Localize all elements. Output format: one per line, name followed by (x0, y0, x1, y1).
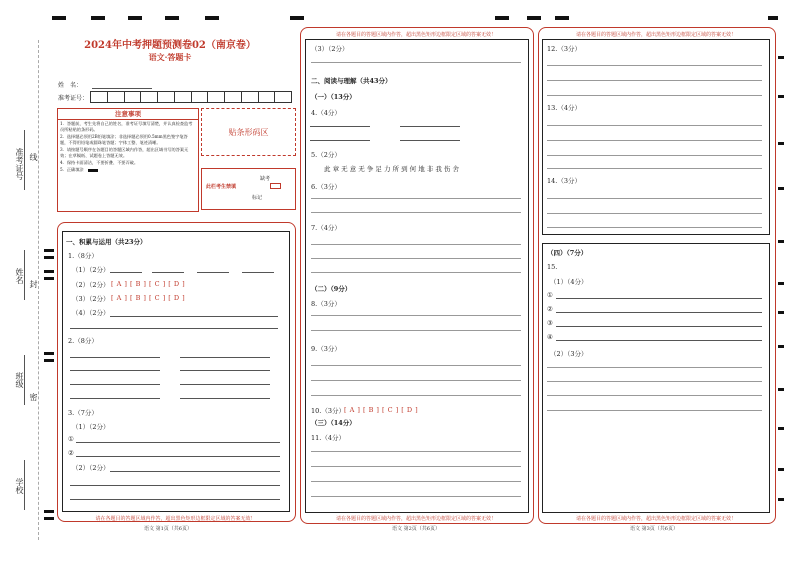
question-label: 5.（2分） (311, 151, 341, 159)
answer-line[interactable] (556, 298, 762, 299)
answer-line[interactable] (311, 481, 521, 482)
answer-line[interactable] (76, 442, 280, 443)
answer-line[interactable] (547, 155, 762, 156)
answer-line[interactable] (547, 395, 762, 396)
notice-text: 请在各题目的答题区域内作答，超出黑色矩形边框限定区域的答案无效！ (335, 32, 496, 38)
page-footer: 语文 第2页（共6页） (392, 526, 440, 532)
answer-line[interactable] (310, 140, 370, 141)
circle-number: ① (547, 291, 553, 299)
registration-mark (778, 142, 784, 145)
question-label: 9.（3分） (311, 345, 341, 353)
answer-line[interactable] (242, 272, 274, 273)
digit-box[interactable] (225, 92, 242, 102)
notes-item: 3．请按题号顺序在各题目的答题区域内作答，超出区域书写的答案无效；在草稿纸、试题卷上答题无效。 (60, 147, 189, 158)
answer-line[interactable] (311, 212, 521, 213)
answer-line[interactable] (197, 272, 229, 273)
answer-line[interactable] (110, 316, 278, 317)
registration-mark (778, 498, 784, 501)
digit-box[interactable] (192, 92, 209, 102)
answer-line[interactable] (547, 213, 762, 214)
absent-label: 此栏考生禁填 (206, 184, 237, 190)
question-label: （3）（2分） (311, 45, 349, 53)
answer-line[interactable] (70, 485, 280, 486)
page-footer: 语文 第3页（共6页） (630, 526, 678, 532)
question-label: （2）（2分） (72, 464, 110, 472)
answer-line[interactable] (70, 370, 160, 371)
question-label: 12.（3分） (547, 45, 581, 53)
answer-line[interactable] (556, 326, 762, 327)
registration-mark (778, 240, 784, 243)
question-label: 3.（7分） (68, 409, 98, 417)
registration-mark (778, 187, 784, 190)
notes-item: 1．答题前，考生先将自己的姓名，准考证号填写清楚，并认真检查监考员所粘贴的条形码。 (60, 121, 193, 132)
choice-options[interactable]: [ A ] [ B ] [ C ] [ D ] (344, 406, 419, 414)
question-label: 7.（4分） (311, 224, 341, 232)
part-title: （三）（14分） (311, 419, 356, 427)
binding-field-line (24, 130, 25, 190)
registration-mark (91, 16, 105, 20)
question-label: （3）（2分） (72, 295, 110, 303)
circle-number: ③ (547, 319, 553, 327)
question-label: 1.（8分） (68, 252, 98, 260)
registration-mark (44, 270, 54, 273)
binding-dashed-line (38, 40, 39, 540)
absent-mark-label: 标记 (252, 195, 263, 201)
registration-mark (555, 16, 569, 20)
part-title: （二）（9分） (311, 285, 352, 293)
digit-box[interactable] (141, 92, 158, 102)
question-label: 13.（4分） (547, 104, 581, 112)
answer-line[interactable] (547, 168, 762, 169)
reading-text: 此 章 无 意 无 争 足 力 所 到 何 地 非 我 伤 舍 (324, 165, 459, 173)
notes-item: 2．选择题必须用2B铅笔填涂；非选择题必须用0.5mm黑色签字笔答题，不得用铅笔或圆珠笔答题；字体工整、笔迹清晰。 (60, 134, 188, 145)
question-label: 8.（3分） (311, 300, 341, 308)
answer-line[interactable] (311, 244, 521, 245)
answer-line[interactable] (556, 312, 762, 313)
part-title: （一）（13分） (311, 93, 356, 101)
name-field[interactable] (92, 88, 152, 89)
answer-line[interactable] (70, 357, 160, 358)
choice-options[interactable]: [ A ] [ B ] [ C ] [ D ] (111, 294, 186, 302)
answer-line[interactable] (547, 65, 762, 66)
part-title: （四）（7分） (547, 249, 588, 257)
answer-line[interactable] (311, 380, 521, 381)
registration-mark (44, 359, 54, 362)
question-label: 2.（8分） (68, 337, 98, 345)
registration-mark (165, 16, 179, 20)
section-title: 二、阅读与理解（共43分） (311, 77, 392, 85)
binding-label-school: 学校 (15, 478, 24, 494)
barcode-label: 贴条形码区 (228, 127, 269, 137)
answer-line[interactable] (310, 126, 370, 127)
notes-title: 注意事项 (58, 109, 198, 120)
answer-inner-page3 (542, 39, 770, 235)
barcode-area (201, 108, 296, 156)
question-label: （1）（2分） (72, 423, 110, 431)
question-label: （2）（2分） (72, 281, 110, 289)
answer-line[interactable] (311, 62, 521, 63)
answer-line[interactable] (311, 258, 521, 259)
absent-checkbox[interactable] (270, 183, 281, 189)
notes-item: 5．正确填涂 (60, 167, 84, 172)
registration-mark (778, 388, 784, 391)
digit-box[interactable] (175, 92, 192, 102)
answer-line[interactable] (547, 227, 762, 228)
registration-mark (128, 16, 142, 20)
answer-line[interactable] (547, 80, 762, 81)
registration-mark (495, 16, 509, 20)
question-label: 10.（3分） (311, 407, 345, 415)
binding-field-line (24, 355, 25, 405)
binding-label-class: 班级 (15, 372, 24, 388)
binding-field-line (24, 460, 25, 510)
answer-line[interactable] (152, 272, 184, 273)
choice-options[interactable]: [ A ] [ B ] [ C ] [ D ] (111, 280, 186, 288)
registration-mark (44, 277, 54, 280)
seal-seal-text: 封 (29, 280, 38, 288)
answer-line[interactable] (110, 471, 280, 472)
notes-item: 4．保持卡面清洁，不要折叠、不要弄破。 (60, 160, 139, 165)
circle-number: ④ (547, 333, 553, 341)
answer-line[interactable] (547, 125, 762, 126)
registration-mark (44, 517, 54, 520)
digit-box[interactable] (275, 92, 291, 102)
registration-mark (778, 427, 784, 430)
answer-line[interactable] (547, 367, 762, 368)
question-label: （1）（4分） (550, 278, 588, 286)
binding-label-name: 姓名 (15, 268, 24, 284)
exam-no-boxes[interactable] (90, 91, 292, 103)
answer-line[interactable] (70, 499, 280, 500)
name-label: 姓 名： (58, 82, 83, 89)
page-title: 2024年中考押题预测卷02（南京卷） (84, 40, 256, 51)
answer-line[interactable] (180, 398, 270, 399)
registration-mark (778, 282, 784, 285)
answer-line[interactable] (311, 198, 521, 199)
question-label: （4）（2分） (72, 309, 110, 317)
registration-mark (778, 95, 784, 98)
answer-line[interactable] (70, 398, 160, 399)
exam-no-label: 准考证号： (58, 95, 89, 102)
page-footer: 语文 第1页（共6页） (144, 526, 192, 532)
notice-text: 请在各题目的答题区域内作答，超出黑色矩形边框限定区域的答案无效！ (575, 516, 736, 522)
answer-line[interactable] (547, 410, 762, 411)
filled-example (88, 169, 98, 172)
circle-number: ② (547, 305, 553, 313)
answer-line[interactable] (311, 395, 521, 396)
registration-mark (527, 16, 541, 20)
seal-line-text: 线 (29, 153, 38, 161)
digit-box[interactable] (91, 92, 108, 102)
registration-mark (44, 352, 54, 355)
digit-box[interactable] (125, 92, 142, 102)
answer-line[interactable] (311, 272, 521, 273)
answer-line[interactable] (311, 365, 521, 366)
notice-text: 请在各题目的答题区域内作答，超出黑色矩形边框限定区域的答案无效！ (95, 516, 256, 522)
registration-mark (778, 56, 784, 59)
answer-line[interactable] (180, 370, 270, 371)
registration-mark (52, 16, 66, 20)
answer-line[interactable] (311, 496, 521, 497)
answer-line[interactable] (70, 384, 160, 385)
digit-box[interactable] (158, 92, 175, 102)
answer-line[interactable] (180, 384, 270, 385)
answer-line[interactable] (180, 357, 270, 358)
registration-mark (778, 468, 784, 471)
notice-text: 请在各题目的答题区域内作答，超出黑色矩形边框限定区域的答案无效！ (335, 516, 496, 522)
binding-label-exam-no: 准考证号 (15, 148, 24, 180)
registration-mark (290, 16, 304, 20)
binding-field-line (24, 250, 25, 300)
registration-mark (205, 16, 219, 20)
question-label: 4.（4分） (311, 109, 341, 117)
registration-mark (778, 311, 784, 314)
answer-line[interactable] (311, 315, 521, 316)
answer-line[interactable] (311, 330, 521, 331)
digit-box[interactable] (208, 92, 225, 102)
registration-mark (44, 256, 54, 259)
section-title: 一、积累与运用（共23分） (66, 238, 147, 246)
question-label: （1）（2分） (72, 266, 110, 274)
registration-mark (44, 249, 54, 252)
answer-line[interactable] (311, 466, 521, 467)
answer-line[interactable] (556, 340, 762, 341)
answer-line[interactable] (547, 381, 762, 382)
answer-line[interactable] (311, 451, 521, 452)
answer-line[interactable] (547, 198, 762, 199)
digit-box[interactable] (108, 92, 125, 102)
registration-mark (778, 345, 784, 348)
notice-text: 请在各题目的答题区域内作答，超出黑色矩形边框限定区域的答案无效！ (575, 32, 736, 38)
digit-box[interactable] (259, 92, 276, 102)
circle-number: ① (68, 435, 74, 443)
registration-mark (44, 510, 54, 513)
question-label: 11.（4分） (311, 434, 345, 442)
circle-number: ② (68, 449, 74, 457)
absent-box (201, 168, 296, 210)
registration-mark (768, 16, 778, 20)
question-label: （2）（3分） (550, 350, 588, 358)
seal-secret-text: 密 (29, 393, 38, 401)
answer-line[interactable] (547, 140, 762, 141)
digit-box[interactable] (242, 92, 259, 102)
answer-line[interactable] (400, 140, 460, 141)
answer-line[interactable] (110, 272, 142, 273)
question-label: 6.（3分） (311, 183, 341, 191)
answer-line[interactable] (70, 328, 278, 329)
answer-line[interactable] (76, 456, 280, 457)
question-label: 14.（3分） (547, 177, 581, 185)
answer-line[interactable] (547, 95, 762, 96)
answer-line[interactable] (400, 126, 460, 127)
notes-box (57, 108, 199, 212)
page-subtitle: 语文·答题卡 (148, 52, 192, 62)
question-label: 15. (547, 263, 558, 271)
absent-mark-label: 缺考 (260, 176, 271, 182)
